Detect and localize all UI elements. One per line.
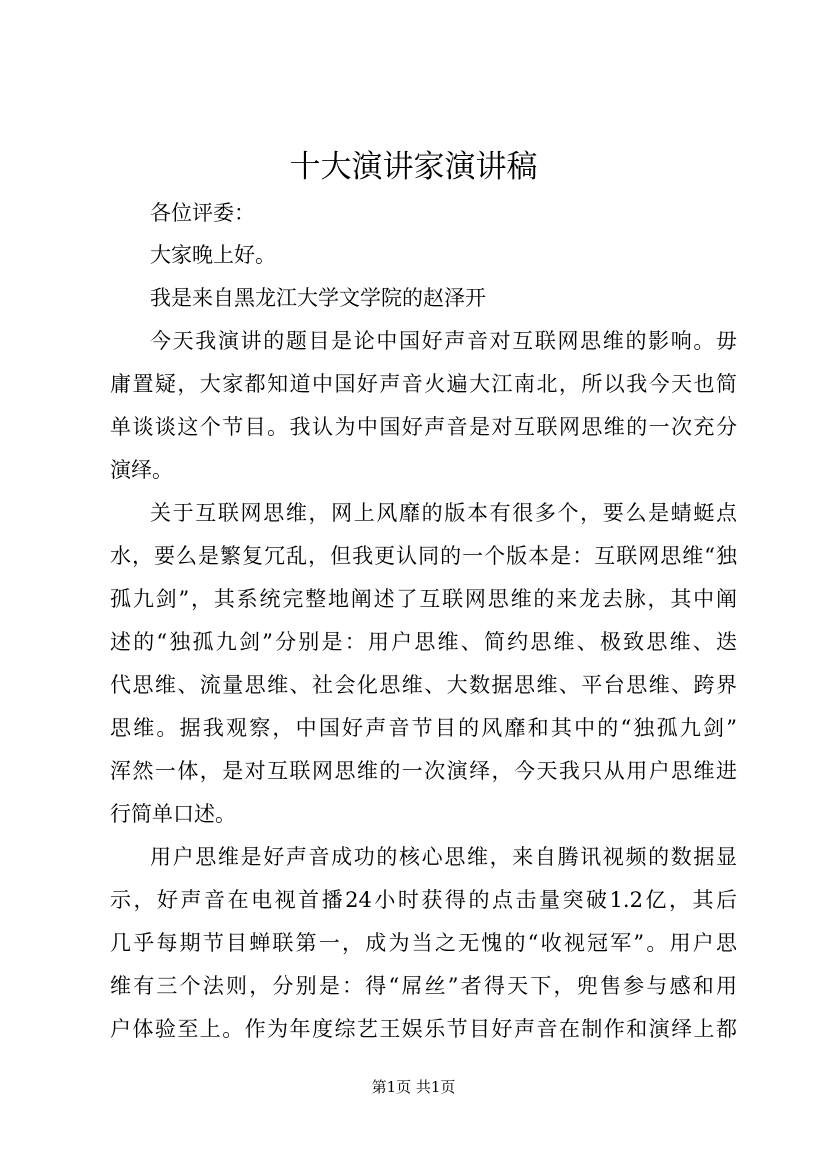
text-line: 户体验至上。作为年度综艺王娱乐节目好声音在制作和演绎上都 xyxy=(110,1017,737,1041)
text-line: 行简单口述。 xyxy=(110,802,236,826)
text-line: 庸置疑，大家都知道中国好声音火遍大江南北，所以我今天也简 xyxy=(110,372,737,396)
text-line: 关于互联网思维，网上风靡的版本有很多个，要么是蜻蜓点 xyxy=(150,501,737,525)
text-line: 用户思维是好声音成功的核心思维，来自腾讯视频的数据显 xyxy=(150,845,737,869)
text-line: 几乎每期节目蝉联第一，成为当之无愧的“收视冠军”。用户思 xyxy=(110,931,737,955)
text-line: 水，要么是繁复冗乱，但我更认同的一个版本是：互联网思维“独 xyxy=(110,544,737,568)
text-line: 孤九剑”，其系统完整地阐述了互联网思维的来龙去脉，其中阐 xyxy=(110,587,737,611)
text-line: 大家晚上好。 xyxy=(150,243,276,267)
text-line: 我是来自黑龙江大学文学院的赵泽开 xyxy=(150,286,486,310)
text-line: 演绎。 xyxy=(110,458,173,482)
document-title: 十大演讲家演讲稿 xyxy=(289,149,538,185)
page-number-footer: 第1页 共1页 xyxy=(371,1078,456,1096)
text-line: 单谈谈这个节目。我认为中国好声音是对互联网思维的一次充分 xyxy=(110,415,737,439)
text-line: 述的“独孤九剑”分别是：用户思维、简约思维、极致思维、迭 xyxy=(110,630,737,654)
text-line: 今天我演讲的题目是论中国好声音对互联网思维的影响。毋 xyxy=(150,329,737,353)
text-line: 各位评委： xyxy=(150,201,255,225)
text-line: 代思维、流量思维、社会化思维、大数据思维、平台思维、跨界 xyxy=(110,673,737,697)
text-line: 思维。据我观察，中国好声音节目的风靡和其中的“独孤九剑” xyxy=(110,716,737,740)
text-line: 示，好声音在电视首播24小时获得的点击量突破1.2亿，其后 xyxy=(110,888,737,912)
text-line: 浑然一体，是对互联网思维的一次演绎，今天我只从用户思维进 xyxy=(110,759,737,783)
text-line: 维有三个法则，分别是：得“屌丝”者得天下，兜售参与感和用 xyxy=(110,974,737,998)
